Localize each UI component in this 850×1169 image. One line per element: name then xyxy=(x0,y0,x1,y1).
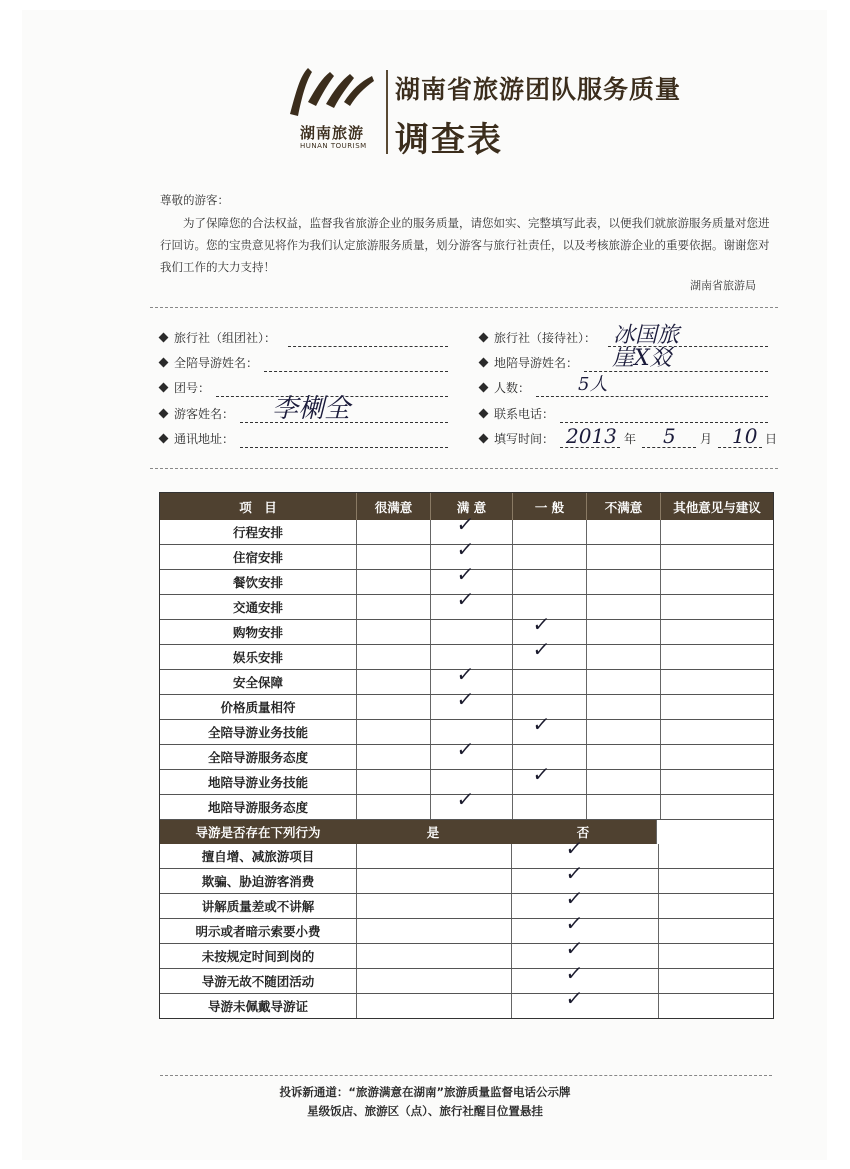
table-row xyxy=(160,836,773,868)
answer-yes-cell[interactable] xyxy=(356,994,511,1018)
col-header-satisfied: 满 意 xyxy=(430,493,512,520)
logo-english-text: HUNAN TOURISM xyxy=(300,142,367,150)
footer-posting-note: 星级饭店、旅游区（点）、旅行社醒目位置悬挂 xyxy=(307,1104,543,1118)
answer-no-cell[interactable] xyxy=(511,836,658,868)
field-fill-date[interactable] xyxy=(480,430,778,448)
logo-brush-mark xyxy=(282,62,382,122)
handwritten-receive-agency: 冰国旅 xyxy=(613,323,680,348)
comment-cell[interactable] xyxy=(660,545,773,569)
check-mark-icon: ✓ xyxy=(455,687,476,711)
check-mark-icon: ✓ xyxy=(564,936,585,960)
comment-cell[interactable] xyxy=(660,570,773,594)
rating-cell[interactable] xyxy=(356,720,430,744)
issuer-signature: 湖南省旅游局 xyxy=(690,279,756,292)
behavior-header-blank xyxy=(656,820,773,844)
check-mark-icon: ✓ xyxy=(455,787,476,811)
divider-dashed xyxy=(160,1075,772,1076)
behavior-rows xyxy=(160,836,773,1018)
check-mark-icon: ✓ xyxy=(564,886,585,910)
rating-cell[interactable] xyxy=(586,545,660,569)
check-mark-icon: ✓ xyxy=(531,762,552,786)
row-item-label: 行程安排 xyxy=(232,525,283,540)
check-mark-icon: ✓ xyxy=(564,836,585,860)
field-underline xyxy=(240,447,448,448)
behavior-blank-cell xyxy=(658,894,773,918)
satisfaction-table xyxy=(159,492,774,1019)
answer-yes-cell[interactable] xyxy=(356,919,511,943)
rating-cell[interactable] xyxy=(586,645,660,669)
row-item-label: 全陪导游服务态度 xyxy=(207,750,308,765)
behavior-item-label: 明示或者暗示索要小费 xyxy=(195,924,321,939)
table-row xyxy=(160,961,773,993)
field-underline xyxy=(264,371,448,372)
row-item-label: 安全保障 xyxy=(232,675,283,690)
row-item-label: 娱乐安排 xyxy=(232,650,283,665)
table-row xyxy=(160,787,773,819)
rating-cell[interactable] xyxy=(356,570,430,594)
check-mark-icon: ✓ xyxy=(455,562,476,586)
date-month-unit: 月 xyxy=(700,432,713,446)
field-label: 团号： xyxy=(174,381,211,395)
check-mark-icon: ✓ xyxy=(531,612,552,636)
date-day-unit: 日 xyxy=(765,432,778,446)
bullet-diamond-icon xyxy=(159,333,169,343)
divider-dashed xyxy=(150,468,778,469)
answer-yes-cell[interactable] xyxy=(356,894,511,918)
footer-complaint-channel: 投诉新通道：“旅游满意在湖南”旅游质量监督电话公示牌 xyxy=(279,1085,571,1099)
handwritten-local-guide: 崖X㸚 xyxy=(612,346,672,371)
rating-cell[interactable] xyxy=(586,670,660,694)
rating-cell[interactable] xyxy=(356,745,430,769)
row-item-label: 购物安排 xyxy=(232,625,283,640)
field-people-count[interactable] xyxy=(480,379,770,397)
rating-cell[interactable] xyxy=(512,712,586,744)
bullet-diamond-icon xyxy=(159,383,169,393)
table-row xyxy=(160,861,773,893)
check-mark-icon: ✓ xyxy=(455,537,476,561)
intro-letter: 为了保障您的合法权益，监督我省旅游企业的服务质量，请您如实、完整填写此表，以便我们就旅游服务质量对您进行回访。您的宝贵意见将作为我们认定旅游服务质量，划分游客与旅行社责任，以及考核旅游企业的重要依据。谢谢您对我们工作的大力支持！ xyxy=(160,216,770,274)
comment-cell[interactable] xyxy=(660,770,773,794)
logo-chinese-text: 湖南旅游 xyxy=(300,124,365,142)
rating-cell[interactable] xyxy=(430,787,512,819)
handwritten-tourist-name: 李楋全 xyxy=(272,394,351,424)
behavior-header-yes: 是 xyxy=(426,825,440,840)
col-header-item: 项 目 xyxy=(239,499,277,515)
rating-cell[interactable] xyxy=(356,620,430,644)
satisfaction-rows xyxy=(160,512,773,819)
field-label: 通讯地址： xyxy=(174,432,235,446)
check-mark-icon: ✓ xyxy=(564,986,585,1010)
behavior-item-label: 擅自增、减旅游项目 xyxy=(201,849,315,864)
table-row xyxy=(160,687,773,719)
handwritten-year: 2013 xyxy=(566,424,617,448)
rating-cell[interactable] xyxy=(586,520,660,544)
field-full-guide[interactable] xyxy=(160,354,450,372)
col-header-average: 一 般 xyxy=(512,493,586,520)
behavior-item-label: 导游无故不随团活动 xyxy=(201,974,315,989)
divider-dashed xyxy=(150,307,778,308)
answer-yes-cell[interactable] xyxy=(356,969,511,993)
row-item-label: 住宿安排 xyxy=(232,550,283,565)
answer-no-cell[interactable] xyxy=(511,961,658,993)
check-mark-icon: ✓ xyxy=(564,911,585,935)
rating-cell[interactable] xyxy=(356,595,430,619)
table-row xyxy=(160,612,773,644)
row-item-label: 地陪导游服务态度 xyxy=(207,800,308,815)
rating-cell[interactable] xyxy=(356,795,430,819)
field-group-agency[interactable] xyxy=(160,329,450,347)
bullet-diamond-icon xyxy=(479,358,489,368)
field-label: 人数： xyxy=(494,381,531,395)
rating-cell[interactable] xyxy=(586,745,660,769)
greeting-text: 尊敬的游客： xyxy=(160,193,229,207)
rating-cell[interactable] xyxy=(512,762,586,794)
field-label: 全陪导游姓名： xyxy=(174,356,259,370)
rating-cell[interactable] xyxy=(586,795,660,819)
behavior-blank-cell xyxy=(658,994,773,1018)
answer-yes-cell[interactable] xyxy=(356,944,511,968)
rating-cell[interactable] xyxy=(586,595,660,619)
field-underline xyxy=(560,422,768,423)
bullet-diamond-icon xyxy=(159,409,169,419)
comment-cell[interactable] xyxy=(660,670,773,694)
behavior-item-label: 未按规定时间到岗的 xyxy=(201,949,315,964)
behavior-blank-cell xyxy=(658,844,773,868)
rating-cell[interactable] xyxy=(512,520,586,544)
answer-no-cell[interactable] xyxy=(511,861,658,893)
bullet-diamond-icon xyxy=(479,383,489,393)
behavior-item-label: 欺骗、胁迫游客消费 xyxy=(201,874,315,889)
answer-yes-cell[interactable] xyxy=(356,844,511,868)
table-row xyxy=(160,587,773,619)
table-row xyxy=(160,986,773,1018)
check-mark-icon: ✓ xyxy=(455,662,476,686)
table-row xyxy=(160,936,773,968)
form-subtitle: 调查表 xyxy=(395,120,503,160)
check-mark-icon: ✓ xyxy=(455,737,476,761)
row-item-label: 价格质量相符 xyxy=(220,700,296,715)
rating-cell[interactable] xyxy=(356,670,430,694)
comment-cell[interactable] xyxy=(660,695,773,719)
check-mark-icon: ✓ xyxy=(564,861,585,885)
row-item-label: 交通安排 xyxy=(232,600,283,615)
bullet-diamond-icon xyxy=(479,434,489,444)
check-mark-icon: ✓ xyxy=(564,961,585,985)
behavior-header-row xyxy=(160,819,773,844)
rating-cell[interactable] xyxy=(356,770,430,794)
field-underline xyxy=(536,396,768,397)
field-label: 联系电话： xyxy=(494,407,555,421)
rating-cell[interactable] xyxy=(512,570,586,594)
rating-cell[interactable] xyxy=(512,545,586,569)
field-label: 游客姓名： xyxy=(174,407,235,421)
comment-cell[interactable] xyxy=(660,720,773,744)
rating-cell[interactable] xyxy=(586,620,660,644)
field-label: 地陪导游姓名： xyxy=(494,356,579,370)
comment-cell[interactable] xyxy=(660,620,773,644)
comment-cell[interactable] xyxy=(660,745,773,769)
behavior-item-label: 导游未佩戴导游证 xyxy=(207,999,308,1014)
row-item-label: 餐饮安排 xyxy=(232,575,283,590)
bullet-diamond-icon xyxy=(479,333,489,343)
rating-cell[interactable] xyxy=(356,645,430,669)
rating-cell[interactable] xyxy=(430,687,512,719)
behavior-blank-cell xyxy=(658,969,773,993)
rating-cell[interactable] xyxy=(356,695,430,719)
handwritten-day: 10 xyxy=(732,424,758,448)
behavior-blank-cell xyxy=(658,919,773,943)
answer-no-cell[interactable] xyxy=(511,936,658,968)
field-label: 填写时间： xyxy=(494,432,555,446)
rating-cell[interactable] xyxy=(430,620,512,644)
comment-cell[interactable] xyxy=(660,795,773,819)
rating-cell[interactable] xyxy=(512,637,586,669)
col-header-unsatisfied: 不满意 xyxy=(586,493,660,520)
check-mark-icon: ✓ xyxy=(455,587,476,611)
rating-cell[interactable] xyxy=(586,720,660,744)
field-label: 旅行社（组团社）： xyxy=(174,331,277,345)
bullet-diamond-icon xyxy=(159,358,169,368)
form-title: 湖南省旅游团队服务质量 xyxy=(395,75,682,104)
answer-yes-cell[interactable] xyxy=(356,869,511,893)
handwritten-people-count: 5人 xyxy=(578,374,608,395)
behavior-blank-cell xyxy=(658,944,773,968)
row-item-label: 地陪导游业务技能 xyxy=(207,775,308,790)
rating-cell[interactable] xyxy=(430,737,512,769)
comment-cell[interactable] xyxy=(660,595,773,619)
field-label: 旅行社（接待社）： xyxy=(494,331,597,345)
date-year-unit: 年 xyxy=(624,432,637,446)
behavior-item-label: 讲解质量差或不讲解 xyxy=(201,899,315,914)
rating-cell[interactable] xyxy=(512,670,586,694)
rating-cell[interactable] xyxy=(356,545,430,569)
answer-no-cell[interactable] xyxy=(511,986,658,1018)
comment-cell[interactable] xyxy=(660,645,773,669)
table-row xyxy=(160,737,773,769)
check-mark-icon: ✓ xyxy=(531,712,552,736)
rating-cell[interactable] xyxy=(586,695,660,719)
behavior-header-item: 导游是否存在下列行为 xyxy=(195,825,321,840)
col-header-comments: 其他意见与建议 xyxy=(660,493,773,520)
rating-cell[interactable] xyxy=(586,770,660,794)
rating-cell[interactable] xyxy=(356,520,430,544)
comment-cell[interactable] xyxy=(660,520,773,544)
check-mark-icon: ✓ xyxy=(455,512,476,536)
table-row xyxy=(160,911,773,943)
answer-no-cell[interactable] xyxy=(511,886,658,918)
row-item-label: 全陪导游业务技能 xyxy=(207,725,308,740)
field-phone[interactable] xyxy=(480,405,770,423)
table-row xyxy=(160,886,773,918)
behavior-header-no: 否 xyxy=(576,825,590,840)
rating-cell[interactable] xyxy=(430,587,512,619)
field-address[interactable] xyxy=(160,430,450,448)
field-underline xyxy=(288,346,448,347)
behavior-blank-cell xyxy=(658,869,773,893)
col-header-very-satisfied: 很满意 xyxy=(356,493,430,520)
bullet-diamond-icon xyxy=(159,434,169,444)
answer-no-cell[interactable] xyxy=(511,911,658,943)
rating-cell[interactable] xyxy=(586,570,660,594)
check-mark-icon: ✓ xyxy=(531,637,552,661)
handwritten-month: 5 xyxy=(663,424,676,448)
rating-cell[interactable] xyxy=(512,795,586,819)
header-divider xyxy=(386,70,388,154)
bullet-diamond-icon xyxy=(479,409,489,419)
